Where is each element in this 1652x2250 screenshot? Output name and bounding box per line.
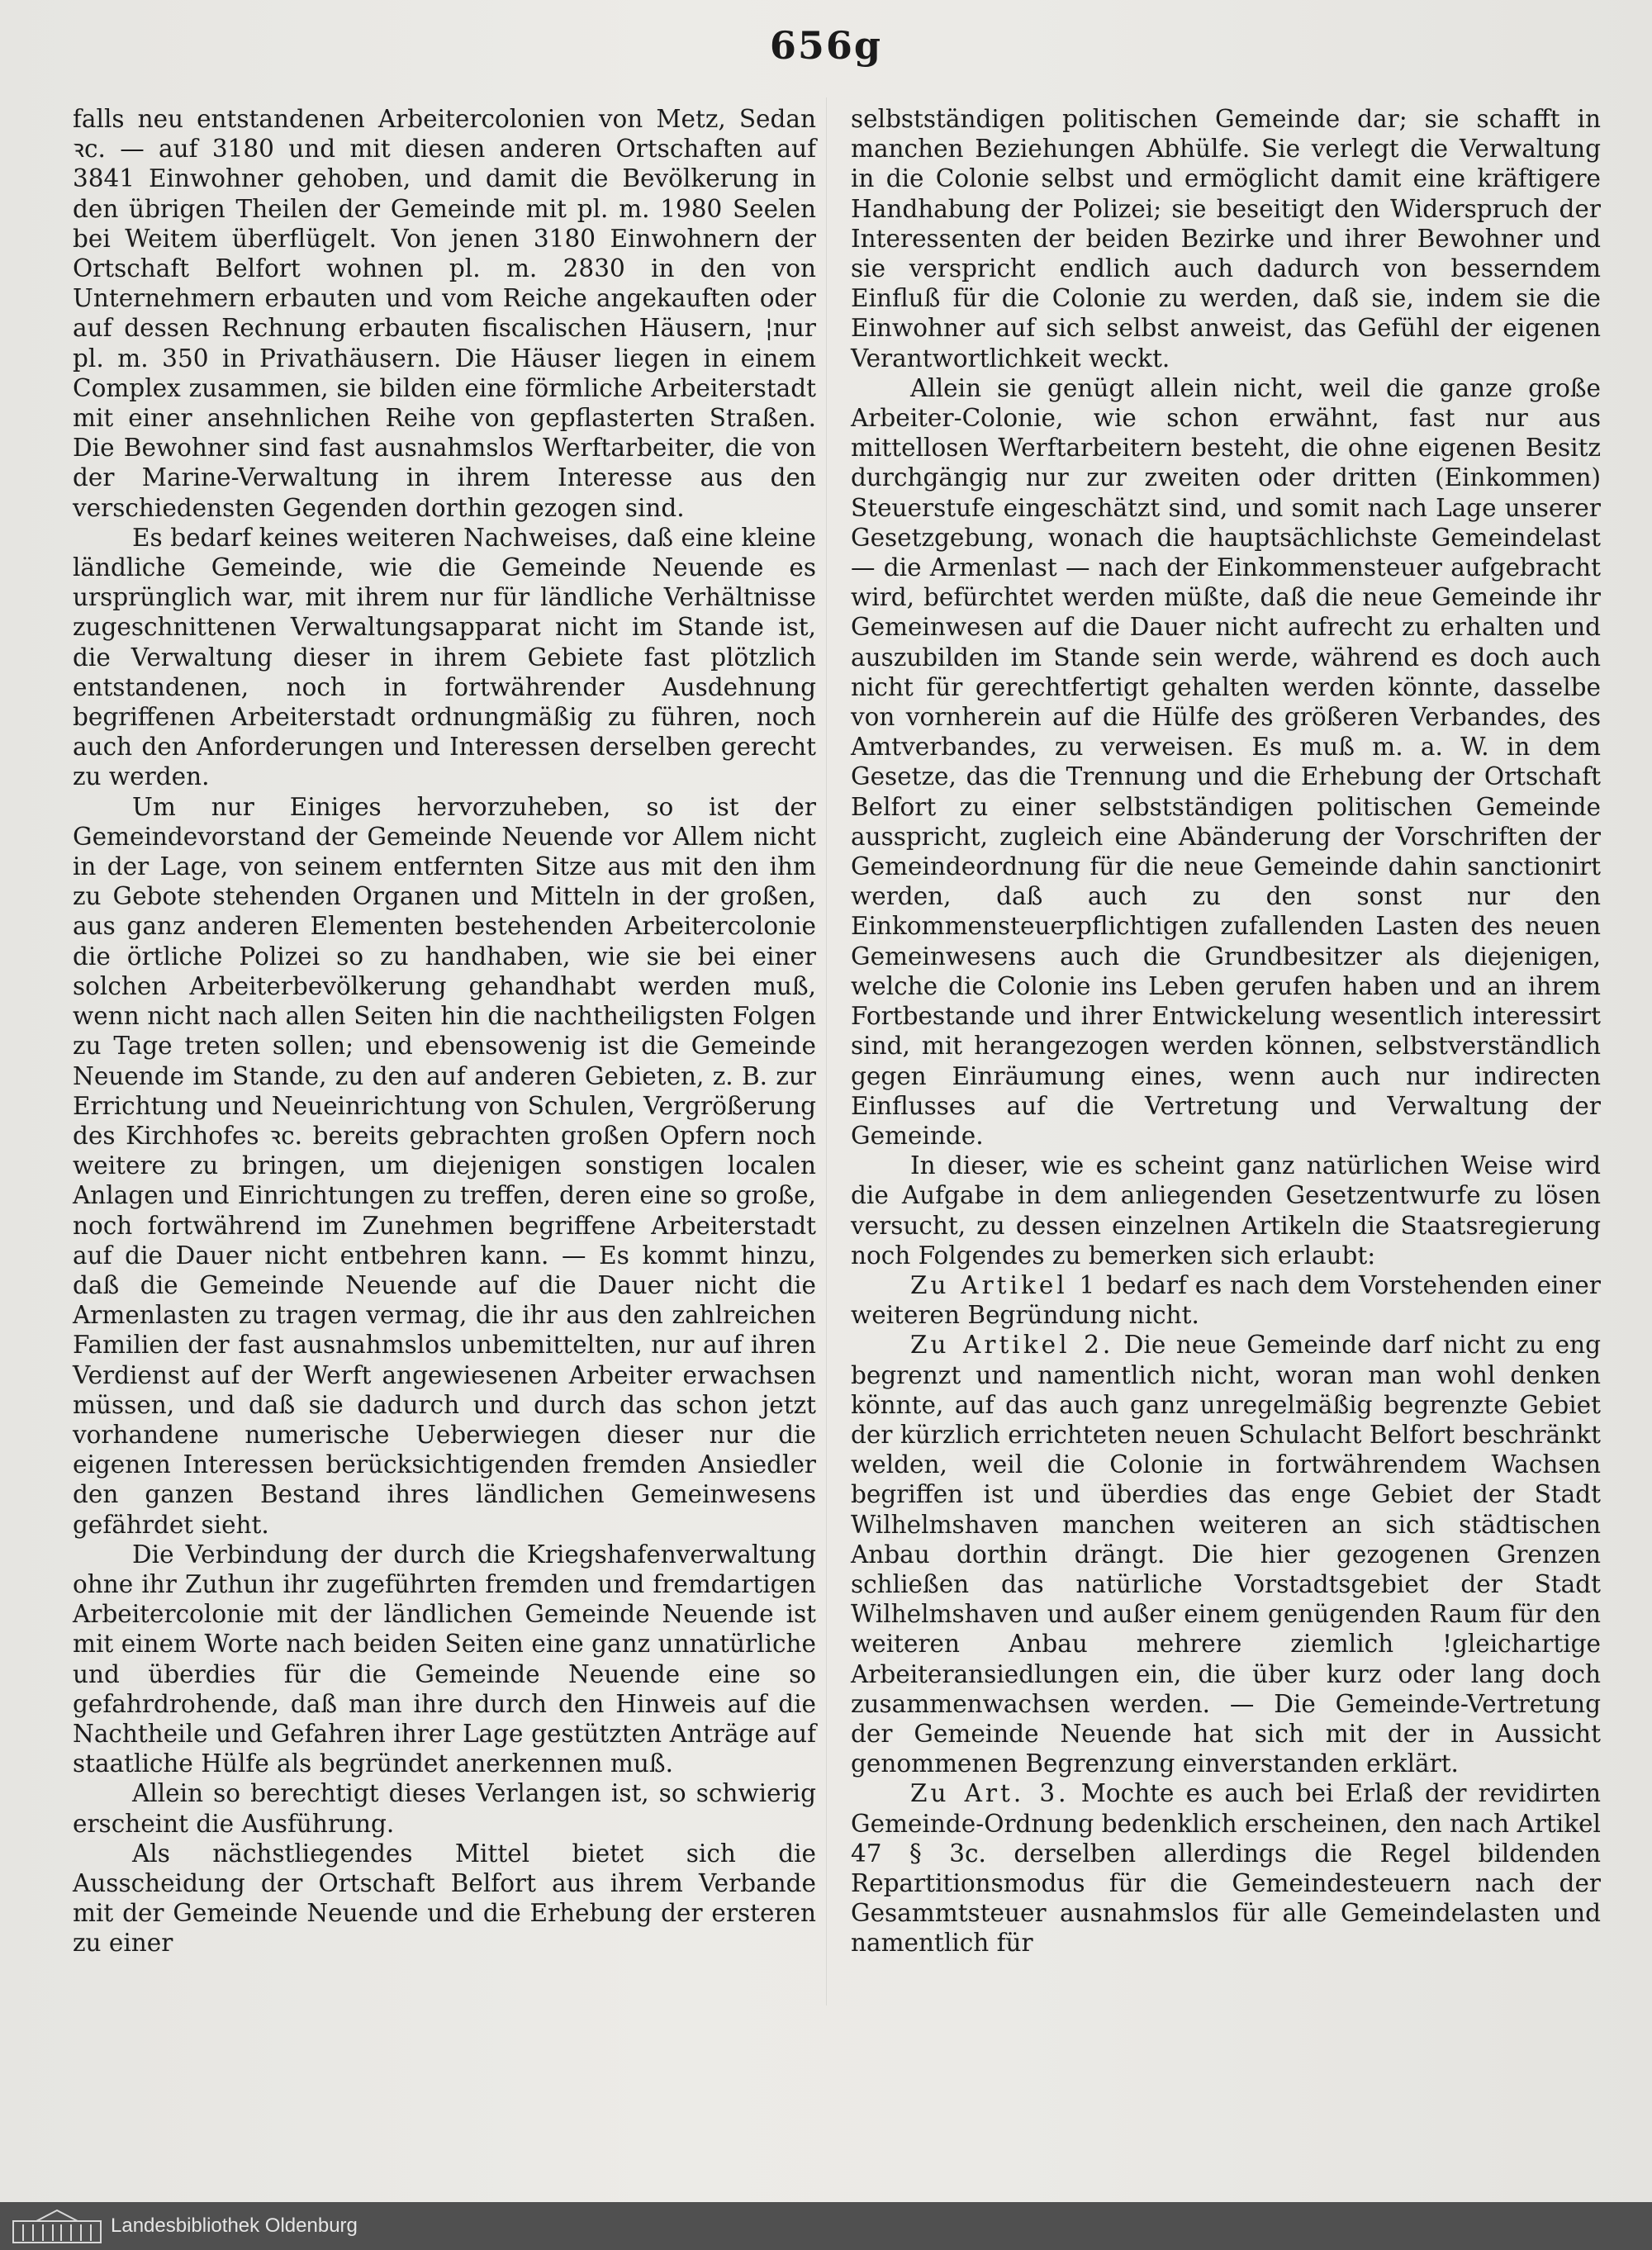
article-2-paragraph [851,1330,1601,1778]
article-1-paragraph [851,1270,1601,1330]
left-paragraph-2: Es bedarf keines weiteren Nachweises, daß eine kleine ländliche Gemeinde, wie die Gemeinde Neuende es ursprünglich war, mit ihrem nur für ländliche Verhältnisse zugeschnittenen Verwaltungsapparat nicht im Stande ist, die Verwaltung dieser in ihrem Gebiete fast plötzlich entstandenen, noch in fortwährender Ausdehnung begriffenen Arbeiterstadt ordnungmäßig zu führen, noch auch den Anforderungen und Interessen derselben gerecht zu werden. [73,523,816,791]
library-name: Landesbibliothek Oldenburg [111,2214,358,2237]
article-1-text: bedarf es nach dem Vorstehenden einer weiteren Begründung nicht. [851,1270,1601,1330]
left-paragraph-3: Um nur Einiges hervorzuheben, so ist der Gemeindevorstand der Gemeinde Neuende vor Allem nicht in der Lage, von seinem entfernten Sitze aus mit den ihm zu Gebote stehenden Organen und Mitteln in der großen, aus ganz anderen Elementen bestehenden Arbeitercolonie die örtliche Polizei so zu handhaben, wie sie bei einer solchen Arbeiterbevölkerung gehandhabt werden muß, wenn nicht nach allen Seiten hin die nachtheiligsten Folgen zu Tage treten sollen; und ebensowenig ist die Gemeinde Neuende im Stande, zu den auf anderen Gebieten, z. B. zur Errichtung und Neueinrichtung von Schulen, Vergrößerung des Kirchhofes ꝛc. bereits gebrachten großen Opfern noch weitere zu bringen, um diejenigen sonstigen localen Anlagen und Einrichtungen zu treffen, deren eine so große, noch fortwährend im Zunehmen begriffene Arbeiterstadt auf die Dauer nicht entbehren kann. — Es kommt hinzu, daß die Gemeinde Neuende auf die Dauer nicht die Armenlasten zu tragen vermag, die ihr aus den zahlreichen Familien der fast ausnahmslos unbemittelten, nur auf ihren Verdienst auf der Werft angewiesenen Arbeiter erwachsen müssen, und daß sie dadurch und durch das schon jetzt vorhandene numerische Ueberwiegen dieser nur die eigenen Interessen berücksichtigenden fremden Ansiedler den ganzen Bestand ihres ländlichen Gemeinwesens gefährdet sieht. [73,792,816,1539]
article-3-paragraph [851,1778,1601,1958]
article-3-text: Mochte es auch bei Erlaß der revidirten Gemeinde-Ordnung bedenklich erscheinen, den nach Artikel 47 § 3c. derselben allerdings die Regel bildenden Repartitionsmodus für die Gemeindesteuern nach der Gesammtsteuer ausnahmslos für alle Gemeindelasten und namentlich für [851,1779,1601,1958]
article-3-heading: Zu Art. 3. [910,1779,1070,1808]
left-paragraph-6: Als nächstliegendes Mittel bietet sich die Ausscheidung der Ortschaft Belfort aus ihrem Verbande mit der Gemeinde Neuende und die Erhebung der ersteren zu einer [73,1839,816,1958]
right-paragraph-2: Allein sie genügt allein nicht, weil die ganze große Arbeiter-Colonie, wie schon erwähnt, fast nur aus mittellosen Werftarbeitern besteht, die ohne eigenen Besitz durchgängig nur zur zweiten oder dritten (Einkommen) Steuerstufe eingeschätzt sind, und somit nach Lage unserer Gesetzgebung, wonach die hauptsächlichste Gemeindelast — die Armenlast — nach der Einkommensteuer aufgebracht wird, befürchtet werden müßte, daß die neue Gemeinde ihr Gemeinwesen auf die Dauer nicht aufrecht zu erhalten und auszubilden im Stande sein werde, während es doch auch nicht für gerechtfertigt gehalten werden könnte, dasselbe von vornherein auf die Hülfe des größeren Verbandes, des Amtverbandes, zu verweisen. Es muß m. a. W. in dem Gesetze, das die Trennung und die Erhebung der Ortschaft Belfort zu einer selbstständigen politischen Gemeinde ausspricht, zugleich eine Abänderung der Vorschriften der Gemeindeordnung für die neue Gemeinde dahin sanctionirt werden, daß auch zu den sonst nur den Einkommensteuerpflichtigen zufallenden Lasten des neuen Gemeinwesens auch die Grundbesitzer als diejenigen, welche die Colonie ins Leben gerufen haben und an ihrem Fortbestande und ihrer Entwickelung wesentlich interessirt sind, mit herangezogen werden können, selbstverständlich gegen Einräumung eines, wenn auch nur indirecten Einflusses auf die Vertretung und Verwaltung der Gemeinde. [851,373,1601,1150]
right-paragraph-3: In dieser, wie es scheint ganz natürlichen Weise wird die Aufgabe in dem anliegenden Gesetzentwurfe zu lösen versucht, zu dessen einzelnen Artikeln die Staatsregierung noch Folgendes zu bemerken sich erlaubt: [851,1151,1601,1270]
left-paragraph-1: falls neu entstandenen Arbeitercolonien von Metz, Sedan ꝛc. — auf 3180 und mit diesen anderen Ortschaften auf 3841 Einwohner gehoben, und damit die Bevölkerung in den übrigen Theilen der Gemeinde mit pl. m. 1980 Seelen bei Weitem überflügelt. Von jenen 3180 Einwohnern der Ortschaft Belfort wohnen pl. m. 2830 in den von Unternehmern erbauten und vom Reiche angekauften oder auf dessen Rechnung erbauten fiscalischen Häusern, ¦nur pl. m. 350 in Privathäusern. Die Häuser liegen in einem Complex zusammen, sie bilden eine förmliche Arbeiterstadt mit einer ansehnlichen Reihe von gepflasterten Straßen. Die Bewohner sind fast ausnahmslos Werftarbeiter, die von der Marine-Verwaltung in ihrem Interesse aus den verschiedensten Gegenden dorthin gezogen sind. [73,105,816,522]
page-number: 656g [769,23,883,68]
library-building-icon [12,2208,102,2244]
right-column [851,104,1601,1958]
left-paragraph-5: Allein so berechtigt dieses Verlangen ist, so schwierig erscheint die Ausführung. [73,1779,816,1838]
right-paragraph-1: selbstständigen politischen Gemeinde dar; sie schafft in manchen Beziehungen Abhülfe. Sie verlegt die Verwaltung in die Colonie selbst und ermöglicht damit eine kräftigere Handhabung der Polizei; sie beseitigt den Widerspruch der Interessenten der beiden Bezirke und ihrer Bewohner und sie verspricht endlich auch dadurch von besserndem Einfluß für die Colonie zu werden, daß sie, indem sie die Einwohner auf sich selbst anweist, das Gefühl der eigenen Verantwortlichkeit weckt. [851,105,1601,373]
left-column [73,104,816,1958]
article-2-text: Die neue Gemeinde darf nicht zu eng begrenzt und namentlich nicht, woran man wohl denken könnte, auf das auch ganz unregelmäßig begrenzte Gebiet der kürzlich errichteten neuen Schulacht Belfort beschränkt welden, weil die Colonie in fortwährendem Wachsen begriffen ist und überdies das enge Gebiet der Stadt Wilhelmshaven manchen weiteren an sich städtischen Anbau dorthin drängt. Die hier gezogenen Grenzen schließen das natürliche Vorstadtsgebiet der Stadt Wilhelmshaven und außer einem genügenden Raum für den weiteren Anbau mehrere ziemlich !gleichartige Arbeiteransiedlungen ein, die über kurz oder lang doch zusammenwachsen werden. — Die Gemeinde-Vertretung der Gemeinde Neuende hat sich mit der in Aussicht genommenen Begrenzung einverstanden erklärt. [851,1331,1601,1778]
column-gutter [826,97,827,2006]
article-2-heading: Zu Artikel 2. [910,1331,1114,1360]
article-1-heading: Zu Artikel 1 [910,1270,1099,1299]
left-paragraph-4: Die Verbindung der durch die Kriegshafenverwaltung ohne ihr Zuthun ihr zugeführten fremden und fremdartigen Arbeitercolonie mit der ländlichen Gemeinde Neuende ist mit einem Worte nach beiden Seiten eine ganz unnatürliche und überdies für die Gemeinde Neuende eine so gefahrdrohende, daß man ihre durch den Hinweis auf die Nachtheile und Gefahren ihrer Lage gestützten Anträge auf staatliche Hülfe als begründet anerkennen muß. [73,1540,816,1778]
